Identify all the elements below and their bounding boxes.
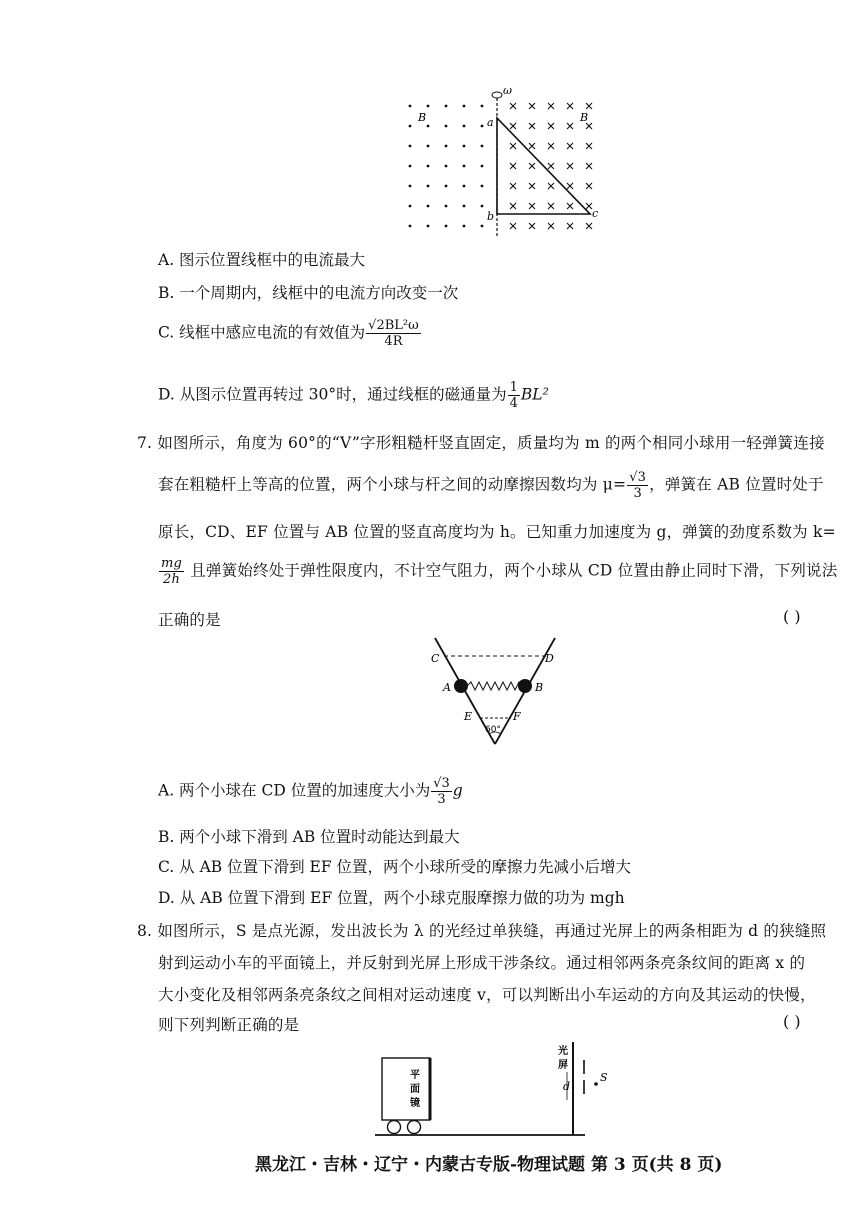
ball-a	[454, 679, 468, 693]
label-a: A	[443, 681, 451, 694]
field-dot	[463, 125, 466, 128]
source-label: S	[600, 1071, 608, 1084]
field-dot	[427, 165, 430, 168]
q7-k-fraction: $\frac{mg}{2h}$	[161, 556, 183, 587]
label-c: C	[431, 652, 440, 665]
field-dot	[463, 185, 466, 188]
field-dot	[463, 225, 466, 228]
field-dot	[481, 125, 484, 128]
q6-option-c-fraction: $\frac{\text{√2BL²ω}}{4R}$	[368, 318, 419, 349]
field-dot	[409, 225, 412, 228]
magnetic-field-figure	[400, 84, 610, 240]
q6-option-c-text: C. 线框中感应电流的有效值为	[158, 323, 366, 342]
q6-option-b: B. 一个周期内，线框中的电流方向改变一次	[158, 284, 459, 302]
field-dot	[481, 165, 484, 168]
field-label-left: B	[418, 111, 427, 124]
spring	[467, 682, 523, 690]
q7-option-a-fraction: $\frac{√3}{3}$	[433, 776, 450, 807]
q7-option-b: B. 两个小球下滑到 AB 位置时动能达到最大	[158, 828, 460, 846]
angle-label: 60°	[485, 725, 501, 735]
q7-stem-line4: $\frac{mg}{2h}$ 且弹簧始终处于弹性限度内，不计空气阻力，两个小球从 CD 位置由静止同时下滑，下列说法	[161, 556, 838, 587]
q6-option-d: D. 从图示位置再转过 30°时，通过线框的磁通量为 $\frac{1}{4}$ BL²	[158, 380, 549, 411]
q7-option-a: A. 两个小球在 CD 位置的加速度大小为 $\frac{√3}{3}$ g	[158, 776, 463, 807]
screen-label-1: 光	[558, 1046, 568, 1057]
screen-label-2: 屏	[558, 1060, 568, 1071]
q8-answer-blank: ( )	[783, 1012, 801, 1031]
rotation-indicator	[492, 92, 502, 98]
field-dot	[463, 205, 466, 208]
q8-stem-line2: 射到运动小车的平面镜上，并反射到光屏上形成干涉条纹。通过相邻两条亮条纹间的距离 x 的	[158, 954, 806, 972]
mirror-label-2: 面	[410, 1084, 420, 1095]
field-dot	[481, 185, 484, 188]
mirror-label-1: 平	[410, 1070, 420, 1081]
q6-option-d-text: D. 从图示位置再转过 30°时，通过线框的磁通量为	[158, 385, 507, 404]
mirror-label-3: 镜	[410, 1098, 420, 1109]
q8-stem-line4: 则下列判断正确的是	[158, 1016, 300, 1034]
field-dot	[445, 165, 448, 168]
label-b: B	[535, 681, 544, 694]
field-dot	[463, 105, 466, 108]
field-dot	[463, 145, 466, 148]
label-f: F	[513, 710, 521, 723]
field-dot	[427, 205, 430, 208]
q7-stem-line2: 套在粗糙杆上等高的位置，两个小球与杆之间的动摩擦因数均为 μ= $\frac{√3}{3}$ ，弹簧在 AB 位置时处于	[158, 470, 824, 501]
cart-wheel-left	[388, 1121, 401, 1134]
point-source	[594, 1082, 598, 1086]
field-dot	[481, 105, 484, 108]
field-label-right: B	[580, 111, 589, 124]
d-label: d	[563, 1080, 571, 1093]
field-dot	[427, 185, 430, 188]
q7-answer-blank: ( )	[783, 607, 801, 626]
page-footer: 黑龙江・吉林・辽宁・内蒙古专版-物理试题 第 3 页(共 8 页)	[255, 1155, 723, 1175]
q8-stem-line3: 大小变化及相邻两条亮条纹之间相对运动速度 v，可以判断出小车运动的方向及其运动的快慢，	[158, 986, 816, 1004]
vertex-c-label: c	[592, 207, 599, 220]
field-dot	[409, 105, 412, 108]
field-dot	[427, 225, 430, 228]
field-dot	[409, 205, 412, 208]
cart-body	[382, 1058, 430, 1120]
vertex-a-label: a	[487, 116, 494, 129]
field-dot	[481, 145, 484, 148]
omega-label: ω	[503, 84, 512, 97]
triangle-loop	[497, 118, 590, 214]
q7-stem-line3: 原长，CD、EF 位置与 AB 位置的竖直高度均为 h。已知重力加速度为 g，弹簧的劲度系数为 k=	[158, 523, 836, 541]
q7-option-c: C. 从 AB 位置下滑到 EF 位置，两个小球所受的摩擦力先减小后增大	[158, 858, 632, 876]
q7-stem-line5: 正确的是	[158, 611, 221, 629]
field-dot	[409, 185, 412, 188]
field-dot	[409, 165, 412, 168]
q6-option-c	[158, 318, 422, 349]
field-dot	[463, 165, 466, 168]
field-dot	[445, 105, 448, 108]
q6-option-a: A. 图示位置线框中的电流最大	[158, 251, 366, 269]
q7-option-d: D. 从 AB 位置下滑到 EF 位置，两个小球克服摩擦力做的功为 mgh	[158, 889, 625, 907]
q7-stem-line1: 7. 如图所示，角度为 60°的“V”字形粗糙杆竖直固定，质量均为 m 的两个相同小球用一轻弹簧连接	[137, 434, 825, 452]
field-dot	[427, 105, 430, 108]
field-dot	[445, 225, 448, 228]
label-d: D	[545, 652, 554, 665]
field-dot	[481, 225, 484, 228]
interference-figure	[370, 1040, 630, 1140]
field-dot	[445, 205, 448, 208]
field-dot	[445, 145, 448, 148]
vertex-b-label: b	[487, 210, 495, 223]
field-dot	[481, 205, 484, 208]
field-dot	[445, 125, 448, 128]
field-dot	[409, 125, 412, 128]
q7-mu-fraction: $\frac{√3}{3}$	[629, 470, 647, 501]
field-dot	[445, 185, 448, 188]
ball-b	[518, 679, 532, 693]
cart-wheel-right	[408, 1121, 421, 1134]
field-dot	[427, 145, 430, 148]
field-dot	[427, 125, 430, 128]
q6-option-d-fraction: $\frac{1}{4}$	[509, 380, 518, 411]
field-dot	[409, 145, 412, 148]
q8-stem-line1: 8. 如图所示，S 是点光源，发出波长为 λ 的光经过单狭缝，再通过光屏上的两条相距为 d 的狭缝照	[137, 922, 827, 940]
label-e: E	[464, 710, 473, 723]
v-rod-figure	[425, 634, 560, 750]
